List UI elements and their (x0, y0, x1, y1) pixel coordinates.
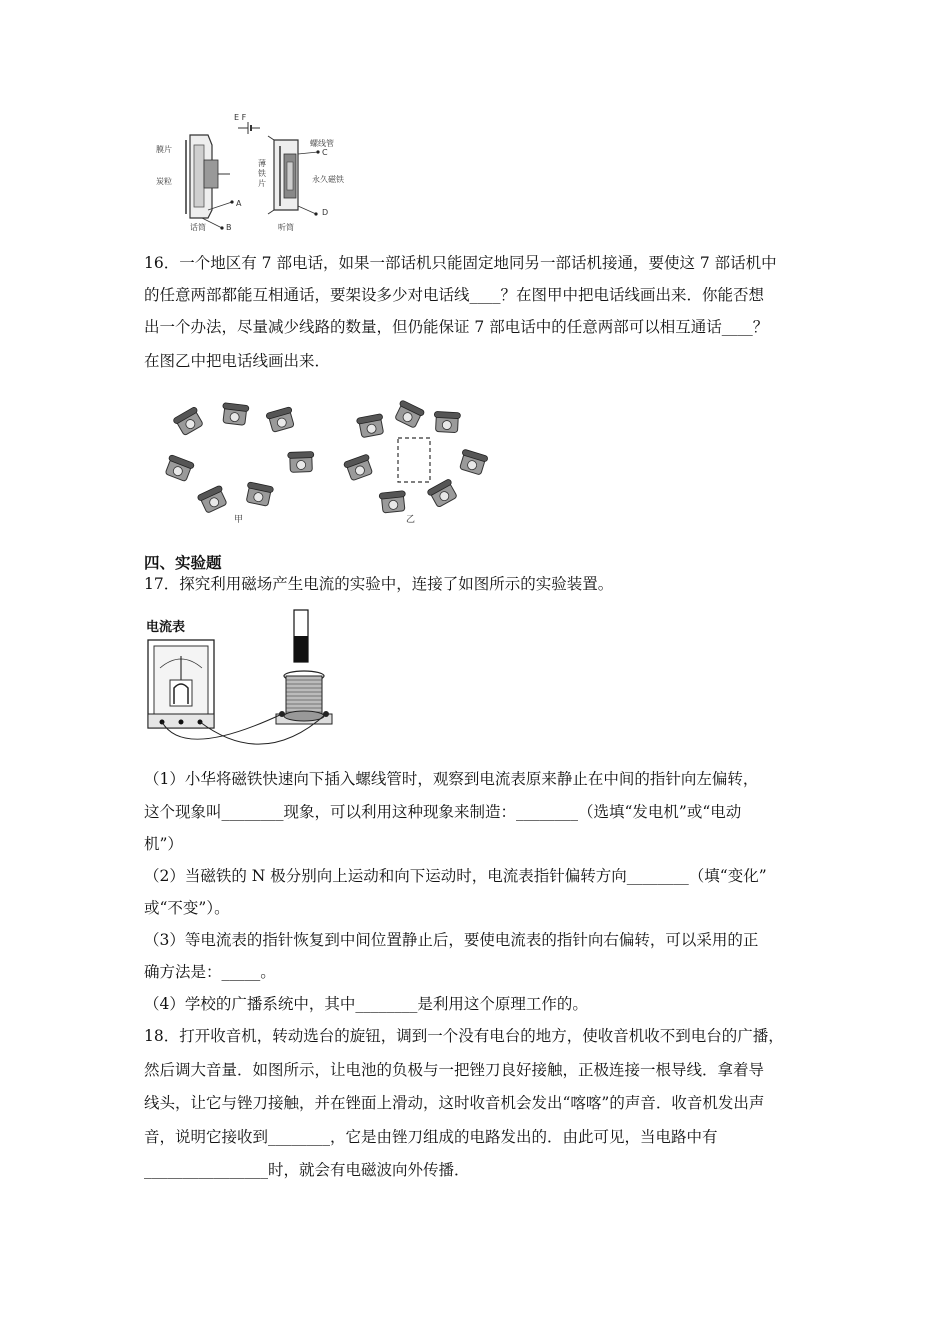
q18-line-4: 音，说明它接收到________，它是由锉刀组成的电路发出的．由此可见，当电路中有 (144, 1128, 718, 1146)
q18-line-1: 18．打开收音机，转动选台的旋钮，调到一个没有电台的地方，使收音机收不到电台的广播， (144, 1027, 784, 1045)
q16-line-4: 在图乙中把电话线画出来． (144, 352, 331, 370)
q16-line-1: 16．一个地区有 7 部电话，如果一部话机只能固定地同另一部话机接通，要使这 7 部话机中 (144, 254, 777, 272)
telephone-icon (343, 454, 374, 482)
apparatus-figure (144, 610, 344, 760)
q17-line-4: （2）当磁铁的 N 极分别向上运动和向下运动时，电流表指针偏转方向________（填“变化” (144, 867, 767, 885)
section-title: 四、实验题 (144, 554, 222, 572)
terminal-d: D (322, 208, 329, 217)
phones-drawing (150, 390, 490, 530)
q17-line-7: 确方法是：_____。 (144, 963, 276, 981)
telephone-icon (266, 407, 297, 433)
telephone-icon (393, 400, 425, 429)
q17-line-3: 机”） (144, 835, 183, 853)
caption-microphone: 话筒 (190, 223, 206, 232)
telephone-figure (150, 110, 370, 235)
q16-line-2: 的任意两部都能互相通话，要架设多少对电话线____？在图甲中把电话线画出来．你能否想 (144, 286, 765, 304)
q18-line-3: 线头，让它与锉刀接触，并在锉面上滑动，这时收音机会发出“喀喀”的声音．收音机发出声 (144, 1094, 765, 1112)
telephone-icon (356, 414, 385, 439)
telephone-icon (244, 482, 274, 507)
q17-line-6: （3）等电流表的指针恢复到中间位置静止后，要使电流表的指针向右偏转，可以采用的正 (144, 931, 759, 949)
caption-yi: 乙 (406, 515, 416, 525)
phones-figure (150, 390, 490, 530)
label-thin-2: 铁 (258, 169, 266, 178)
q17-line-8: （4）学校的广播系统中，其中________是利用这个原理工作的。 (144, 995, 588, 1013)
q17-line-5: 或“不变”）。 (144, 899, 230, 917)
telephone-icon (163, 454, 194, 482)
apparatus-drawing (144, 610, 344, 760)
q17-line-2: 这个现象叫________现象，可以利用这种现象来制造：________（选填“发电机”或“电动 (144, 803, 742, 821)
telephone-icon (221, 403, 249, 426)
ammeter-label: 电流表 (146, 620, 186, 635)
telephone-icon (427, 478, 459, 508)
label-diaphragm: 膜片 (156, 145, 172, 154)
q17-line-1: （1）小华将磁铁快速向下插入螺线管时，观察到电流表原来静止在中间的指针向左偏转， (144, 770, 759, 788)
terminal-c: C (322, 148, 328, 157)
telephone-icon (197, 485, 229, 514)
terminal-b: B (226, 223, 232, 232)
label-thin-1: 薄 (258, 159, 266, 168)
caption-earpiece: 听筒 (278, 223, 294, 232)
q18-line-5: ________________时，就会有电磁波向外传播． (144, 1161, 470, 1179)
terminal-a: A (236, 199, 242, 208)
telephone-icon (288, 452, 315, 473)
telephone-icon (433, 411, 460, 432)
label-carbon: 炭粒 (156, 177, 172, 186)
exchange-box (398, 438, 430, 482)
telephone-icon (458, 449, 489, 476)
telephone-icon (173, 406, 206, 436)
label-solenoid: 螺线管 (310, 139, 334, 148)
caption-jia: 甲 (234, 515, 244, 525)
telephone-icon (379, 491, 407, 514)
battery-label: E F (234, 113, 247, 122)
q17-intro: 17．探究利用磁场产生电流的实验中，连接了如图所示的实验装置。 (144, 575, 614, 593)
label-magnet: 永久磁铁 (312, 175, 344, 184)
q18-line-2: 然后调大音量．如图所示，让电池的负极与一把锉刀良好接触，正极连接一根导线．拿着导 (144, 1061, 765, 1079)
label-thin-3: 片 (258, 179, 266, 188)
q16-line-3: 出一个办法，尽量减少线路的数量，但仍能保证 7 部电话中的任意两部可以相互通话____？ (144, 318, 769, 336)
